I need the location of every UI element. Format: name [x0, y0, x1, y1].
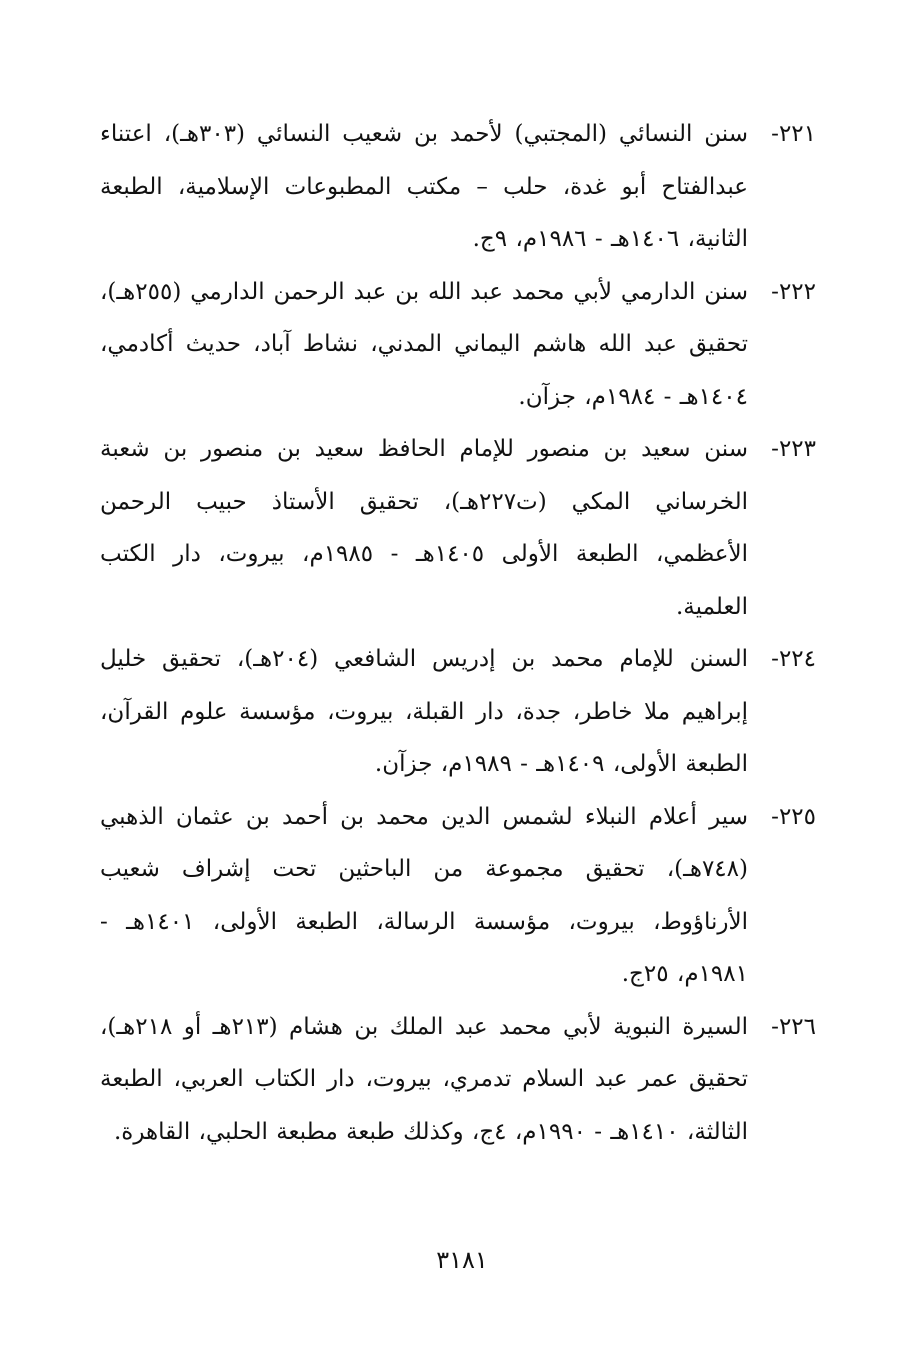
bibliography-entry-221: [100, 108, 816, 266]
page-number: ٣١٨١: [436, 1246, 488, 1274]
entry-number: ٢٢٦-: [771, 1013, 816, 1040]
entry-number: ٢٢٢-: [771, 278, 816, 305]
bibliography-entry-222: [100, 266, 816, 424]
entry-text: السيرة النبوية لأبي محمد عبد الملك بن هشام (٢١٣هـ أو ٢١٨هـ)، تحقيق عمر عبد السلام تدمري، بيروت، دار الكتاب العربي، الطبعة الثالثة، ١٤١٠هـ - ١٩٩٠م، ٤ج، وكذلك طبعة مطبعة الحلبي، القاهرة.: [100, 1013, 748, 1145]
bibliography-entry-226: [100, 1001, 816, 1159]
entry-text: سنن النسائي (المجتبي) لأحمد بن شعيب النسائي (٣٠٣هـ)، اعتناء عبدالفتاح أبو غدة، حلب – مكتب المطبوعات الإسلامية، الطبعة الثانية، ١٤٠٦هـ - ١٩٨٦م، ٩ج.: [100, 121, 748, 252]
entry-number: ٢٢٤-: [771, 646, 816, 672]
entry-number: ٢٢٣-: [771, 436, 816, 462]
entry-text: سنن الدارمي لأبي محمد عبد الله بن عبد الرحمن الدارمي (٢٥٥هـ)، تحقيق عبد الله هاشم اليماني المدني، نشاط آباد، حديث أكادمي، ١٤٠٤هـ - ١٩٨٤م، جزآن.: [100, 278, 748, 410]
entry-number: ٢٢١-: [771, 121, 816, 147]
bibliography-list: [100, 108, 816, 1158]
bibliography-entry-225: [100, 791, 816, 1001]
entry-text: السنن للإمام محمد بن إدريس الشافعي (٢٠٤هـ)، تحقيق خليل إبراهيم ملا خاطر، جدة، دار القبلة، بيروت، مؤسسة علوم القرآن، الطبعة الأولى، ١٤٠٩هـ - ١٩٨٩م، جزآن.: [100, 646, 748, 777]
entry-number: ٢٢٥-: [771, 803, 816, 830]
bibliography-entry-224: [100, 633, 816, 791]
entry-text: سنن سعيد بن منصور للإمام الحافظ سعيد بن منصور بن شعبة الخرساني المكي (ت٢٢٧هـ)، تحقيق الأستاذ حبيب الرحمن الأعظمي، الطبعة الأولى ١٤٠٥هـ - ١٩٨٥م، بيروت، دار الكتب العلمية.: [100, 436, 748, 620]
entry-text: سير أعلام النبلاء لشمس الدين محمد بن أحمد بن عثمان الذهبي (٧٤٨هـ)، تحقيق مجموعة من الباحثين تحت إشراف شعيب الأرناؤوط، بيروت، مؤسسة الرسالة، الطبعة الأولى، ١٤٠١هـ - ١٩٨١م، ٢٥ج.: [100, 803, 749, 987]
bibliography-entry-223: [100, 423, 816, 633]
